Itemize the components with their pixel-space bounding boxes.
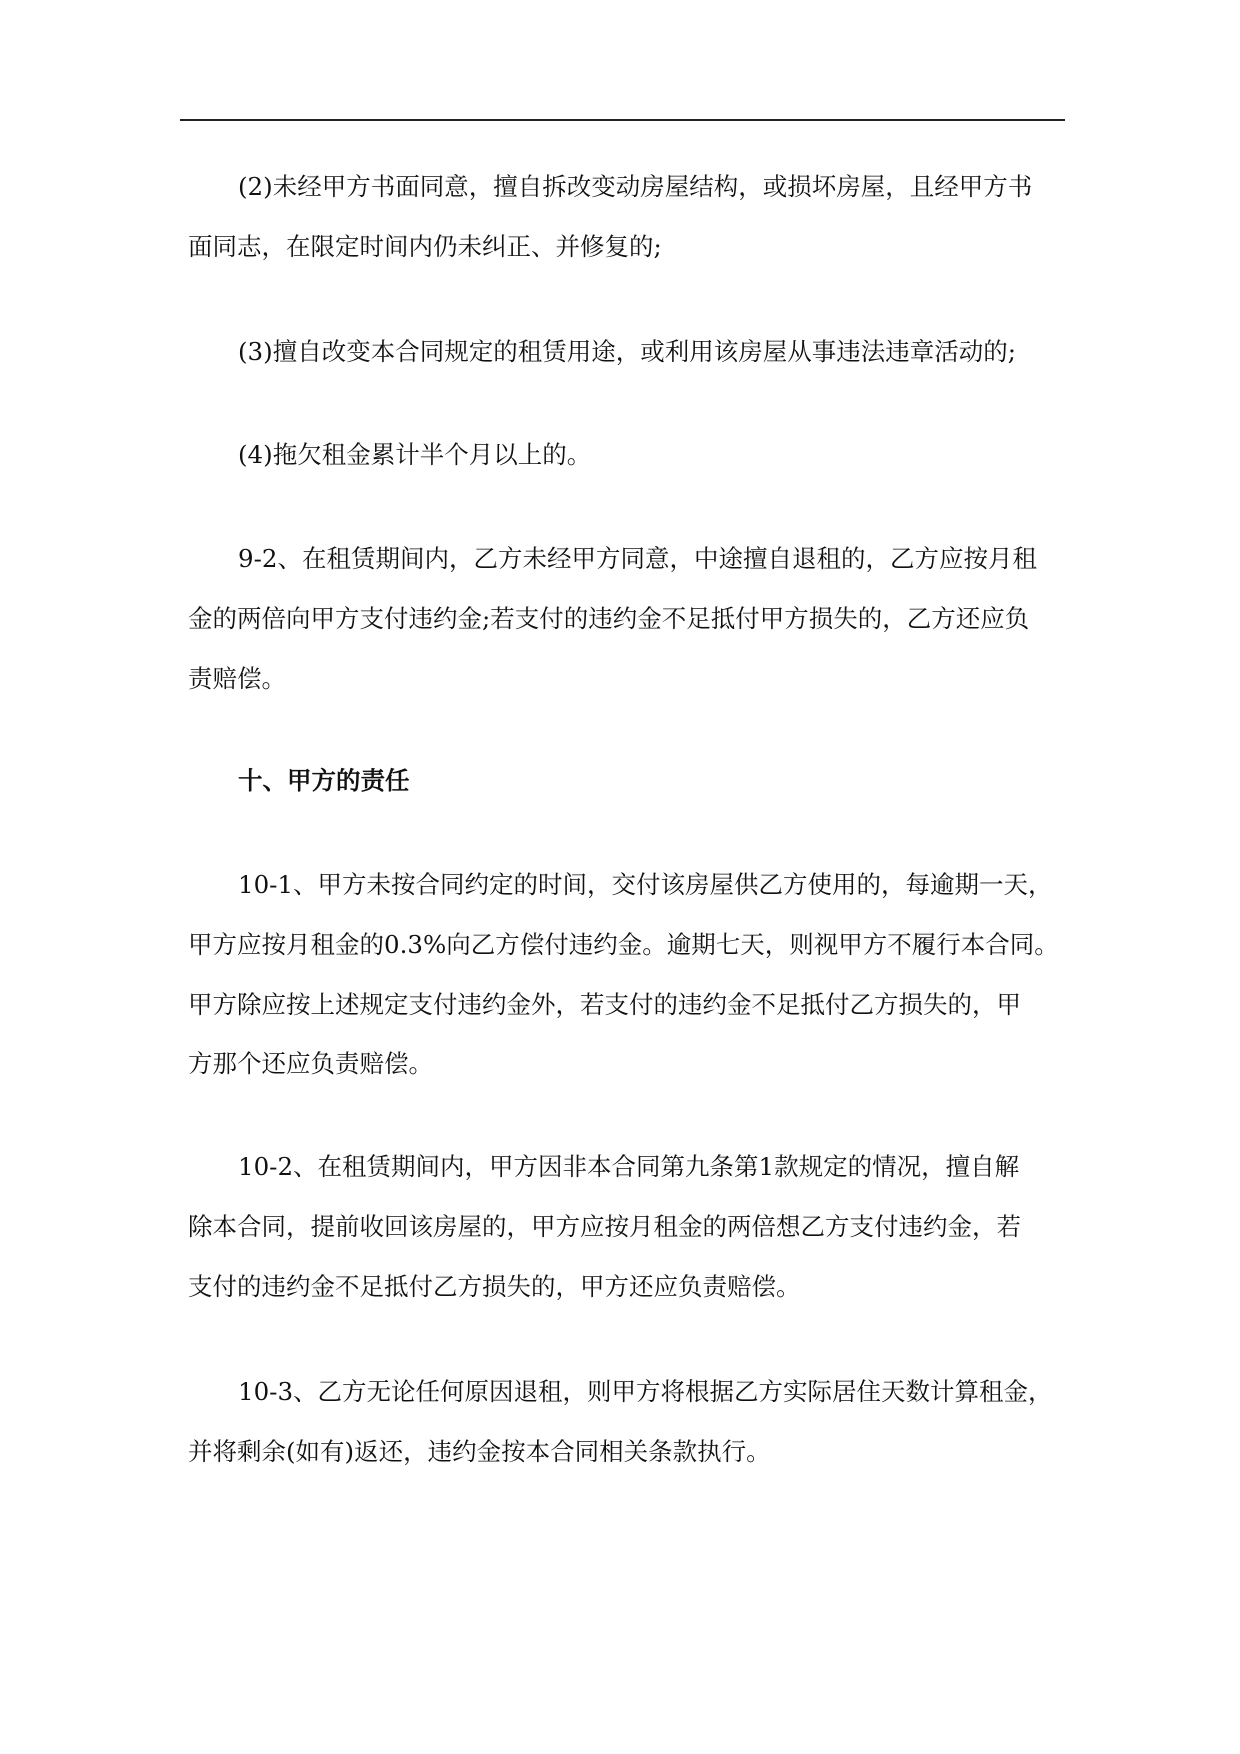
clause-10-3-line-1: 10-3、乙方无论任何原因退租，则甲方将根据乙方实际居住天数计算租金， [238, 1377, 1053, 1406]
section-heading-10: 十、甲方的责任 [238, 766, 410, 795]
clause-9-2-line-1: 9-2、在租赁期间内，乙方未经甲方同意，中途擅自退租的，乙方应按月租 [238, 544, 1037, 573]
clause-9-1-2-line-1: (2)未经甲方书面同意，擅自拆改变动房屋结构，或损坏房屋，且经甲方书 [238, 172, 1033, 201]
clause-9-1-3-line-1: (3)擅自改变本合同规定的租赁用途，或利用该房屋从事违法违章活动的; [238, 337, 1016, 366]
clause-10-2-line-3: 支付的违约金不足抵付乙方损失的，甲方还应负责赔偿。 [188, 1272, 801, 1301]
clause-10-1-line-1: 10-1、甲方未按合同约定的时间，交付该房屋供乙方使用的，每逾期一天， [238, 870, 1053, 899]
clause-9-2-line-3: 责赔偿。 [188, 664, 286, 693]
clause-10-2-line-1: 10-2、在租赁期间内，甲方因非本合同第九条第1款规定的情况，擅自解 [238, 1152, 1020, 1181]
clause-9-2-line-2: 金的两倍向甲方支付违约金;若支付的违约金不足抵付甲方损失的，乙方还应负 [188, 604, 1030, 633]
clause-10-1-line-3: 甲方除应按上述规定支付违约金外，若支付的违约金不足抵付乙方损失的，甲 [188, 990, 1021, 1019]
clause-10-3-line-2: 并将剩余(如有)返还，违约金按本合同相关条款执行。 [188, 1437, 771, 1466]
clause-9-1-4-line-1: (4)拖欠租金累计半个月以上的。 [238, 440, 592, 469]
header-rule [180, 119, 1065, 121]
clause-10-1-line-2: 甲方应按月租金的0.3%向乙方偿付违约金。逾期七天，则视甲方不履行本合同。 [188, 930, 1059, 959]
clause-9-1-2-line-2: 面同志，在限定时间内仍未纠正、并修复的; [188, 232, 662, 261]
clause-10-2-line-2: 除本合同，提前收回该房屋的，甲方应按月租金的两倍想乙方支付违约金，若 [188, 1212, 1021, 1241]
clause-10-1-line-4: 方那个还应负责赔偿。 [188, 1049, 433, 1078]
